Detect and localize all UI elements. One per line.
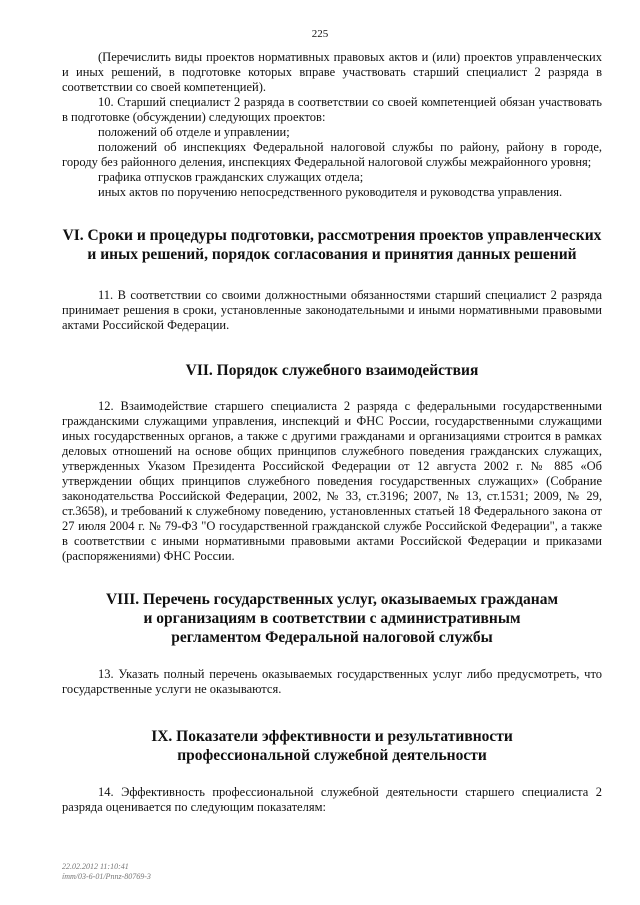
paragraph-instruction: (Перечислить виды проектов нормативных правовых актов и (или) проектов управленческих и иных решений, в подготовке которых вправе участвовать старший специалист 2 разряда в соответствии со своей компетенцией). [62, 50, 602, 94]
section-9-heading: IX. Показатели эффективности и результативности профессиональной служебной деятельности [151, 728, 513, 764]
document-footer [62, 862, 151, 882]
list-item: графика отпусков гражданских служащих отдела; [98, 170, 364, 184]
page-content [62, 50, 602, 815]
section-7-heading: VII. Порядок служебного взаимодействия [185, 362, 479, 379]
section-6-heading: VI. Сроки и процедуры подготовки, рассмотрения проектов управленческих и иных решений, порядок согласования и принятия данных решений [62, 227, 602, 263]
footer-timestamp: 22.02.2012 11:10:41 [62, 862, 129, 871]
paragraph-14: 14. Эффективность профессиональной служебной деятельности старшего специалиста 2 разряда оценивается по следующим показателям: [62, 785, 602, 814]
section-8-heading: VIII. Перечень государственных услуг, оказываемых гражданам и организациям в соответствии с административным регламентом Федеральной налоговой службы [105, 591, 559, 646]
paragraph-13: 13. Указать полный перечень оказываемых государственных услуг либо предусмотреть, что государственные услуги не оказываются. [62, 667, 602, 696]
list-item: иных актов по поручению непосредственного руководителя и руководства управления. [98, 185, 563, 199]
list-item: положений об отделе и управлении; [98, 125, 290, 139]
paragraph-11: 11. В соответствии со своими должностными обязанностями старший специалист 2 разряда принимает решения в сроки, установленные законодательными и иными нормативными правовыми актами Российской Федерации. [62, 288, 602, 332]
paragraph-12: 12. Взаимодействие старшего специалиста 2 разряда с федеральными государственными гражданскими служащими управления, инспекций и ФНС России, государственными служащими иных государственных органов, а также с другими гражданами и организациями строится в рамках деловых отношений на основе общих принципов служебного поведения гражданских служащих, утвержденных Указом Президента Российской Федерации от 12 августа 2002 г. № 885 «Об утверждении общих принципов служебного поведения государственных служащих» (Собрание законодательства Российской Федерации, 2002, № 33, ст.3196; 2007, № 13, ст.1531; 2009, № 29, ст.3658), и требований к служебному поведению, установленных статьей 18 Федерального закона от 27 июля 2004 г. № 79-ФЗ "О государственной гражданской службе Российской Федерации", а также в соответствии с иными нормативными правовыми актами Российской Федерации и приказами (распоряжениями) ФНС России. [62, 399, 602, 563]
page-number: 225 [311, 28, 329, 40]
list-item: положений об инспекциях Федеральной налоговой службы по району, району в городе, городу без районного деления, инспекциях Федеральной налоговой службы межрайонного уровня; [62, 140, 602, 169]
paragraph-10: 10. Старший специалист 2 разряда в соответствии со своей компетенцией обязан участвовать в подготовке (обсуждении) следующих проектов: [62, 95, 602, 124]
footer-file-id: ímm/03-6-01/Ρnnz-80769-3 [62, 872, 151, 881]
